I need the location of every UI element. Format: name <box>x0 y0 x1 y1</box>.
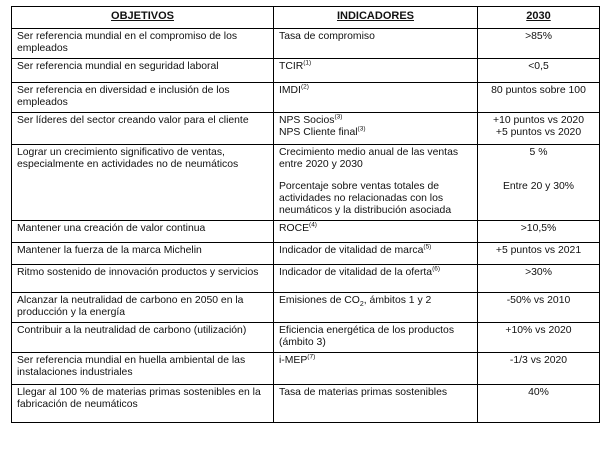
table-row <box>12 113 600 145</box>
table-row <box>12 243 600 265</box>
target-line: +5 puntos vs 2020 <box>495 127 582 138</box>
target-cell: >10,5% <box>478 221 600 243</box>
indicator-text: Indicador de vitalidad de marca <box>279 245 424 256</box>
table-row <box>12 323 600 353</box>
table-row <box>12 145 600 221</box>
indicator-cell <box>274 145 478 221</box>
table-row <box>12 353 600 385</box>
indicator-text: NPS Cliente final <box>279 127 358 138</box>
target-cell: -1/3 vs 2020 <box>478 353 600 385</box>
objective-cell: Ser referencia mundial en seguridad laboral <box>12 59 274 83</box>
objective-cell: Ser referencia mundial en el compromiso de los empleados <box>12 29 274 59</box>
indicator-text: IMDI <box>279 85 301 96</box>
target-cell: 40% <box>478 385 600 423</box>
indicator-cell <box>274 293 478 323</box>
objective-cell: Llegar al 100 % de materias primas sostenibles en la fabricación de neumáticos <box>12 385 274 423</box>
indicator-cell <box>274 353 478 385</box>
table-row <box>12 221 600 243</box>
spacer <box>483 159 594 181</box>
indicator-cell: Eficiencia energética de los productos (ámbito 3) <box>274 323 478 353</box>
target-cell: +5 puntos vs 2021 <box>478 243 600 265</box>
target-cell: -50% vs 2010 <box>478 293 600 323</box>
indicator-line <box>279 127 472 139</box>
footnote-ref: (1) <box>303 59 312 67</box>
target-line: Entre 20 y 30% <box>502 181 575 192</box>
table-row <box>12 265 600 293</box>
table-row <box>12 385 600 423</box>
footnote-ref: (5) <box>423 243 432 251</box>
indicator-text: TCIR <box>279 61 304 72</box>
target-cell: <0,5 <box>478 59 600 83</box>
indicator-cell: Tasa de materias primas sostenibles <box>274 385 478 423</box>
indicator-cell: Tasa de compromiso <box>274 29 478 59</box>
objective-cell: Contribuir a la neutralidad de carbono (utilización) <box>12 323 274 353</box>
footnote-ref: (4) <box>309 221 317 229</box>
table-row <box>12 59 600 83</box>
footnote-ref: (3) <box>334 113 343 121</box>
indicator-text: , ámbitos 1 y 2 <box>363 295 432 306</box>
indicator-cell <box>274 243 478 265</box>
objectives-table-container <box>11 6 599 423</box>
indicator-cell <box>274 113 478 145</box>
target-cell <box>478 113 600 145</box>
target-cell: >30% <box>478 265 600 293</box>
footnote-ref: (3) <box>357 125 366 133</box>
header-objectives: OBJETIVOS <box>12 7 274 29</box>
header-2030: 2030 <box>478 7 600 29</box>
objectives-table <box>11 6 600 423</box>
target-line: 5 % <box>529 147 548 158</box>
indicator-text: Emisiones de CO <box>279 295 360 306</box>
indicator-cell <box>274 221 478 243</box>
objective-cell: Alcanzar la neutralidad de carbono en 2050 en la producción y la energía <box>12 293 274 323</box>
table-row <box>12 293 600 323</box>
target-cell: >85% <box>478 29 600 59</box>
footnote-ref: (7) <box>307 353 316 361</box>
indicator-text: Indicador de vitalidad de la oferta <box>279 267 433 278</box>
objective-cell: Ser referencia mundial en huella ambiental de las instalaciones industriales <box>12 353 274 385</box>
indicator-text: NPS Socios <box>279 115 335 126</box>
target-cell: +10% vs 2020 <box>478 323 600 353</box>
indicator-text: Porcentaje sobre ventas totales de actividades no relacionadas con los neumáticos y la distribución asociada <box>279 181 452 216</box>
objective-cell: Ser líderes del sector creando valor para el cliente <box>12 113 274 145</box>
indicator-line <box>279 115 472 127</box>
table-header-row <box>12 7 600 29</box>
indicator-cell <box>274 59 478 83</box>
objective-cell: Mantener la fuerza de la marca Michelin <box>12 243 274 265</box>
footnote-ref: (2) <box>300 83 309 91</box>
target-line: +10 puntos vs 2020 <box>493 115 584 126</box>
indicator-cell <box>274 83 478 113</box>
header-indicators: INDICADORES <box>274 7 478 29</box>
objective-cell: Ser referencia en diversidad e inclusión de los empleados <box>12 83 274 113</box>
objective-cell: Ritmo sostenido de innovación productos y servicios <box>12 265 274 293</box>
objective-cell: Mantener una creación de valor continua <box>12 221 274 243</box>
indicator-cell <box>274 265 478 293</box>
target-cell <box>478 145 600 221</box>
footnote-ref: (6) <box>432 265 441 273</box>
subscript: 2 <box>359 301 364 309</box>
indicator-text: ROCE <box>279 223 310 234</box>
indicator-text: Crecimiento medio anual de las ventas entre 2020 y 2030 <box>279 147 459 170</box>
indicator-text: i-MEP <box>279 355 308 366</box>
table-row <box>12 83 600 113</box>
objective-cell: Lograr un crecimiento significativo de ventas, especialmente en actividades no de neumáticos <box>12 145 274 221</box>
target-cell: 80 puntos sobre 100 <box>478 83 600 113</box>
spacer <box>279 171 472 181</box>
table-row <box>12 29 600 59</box>
